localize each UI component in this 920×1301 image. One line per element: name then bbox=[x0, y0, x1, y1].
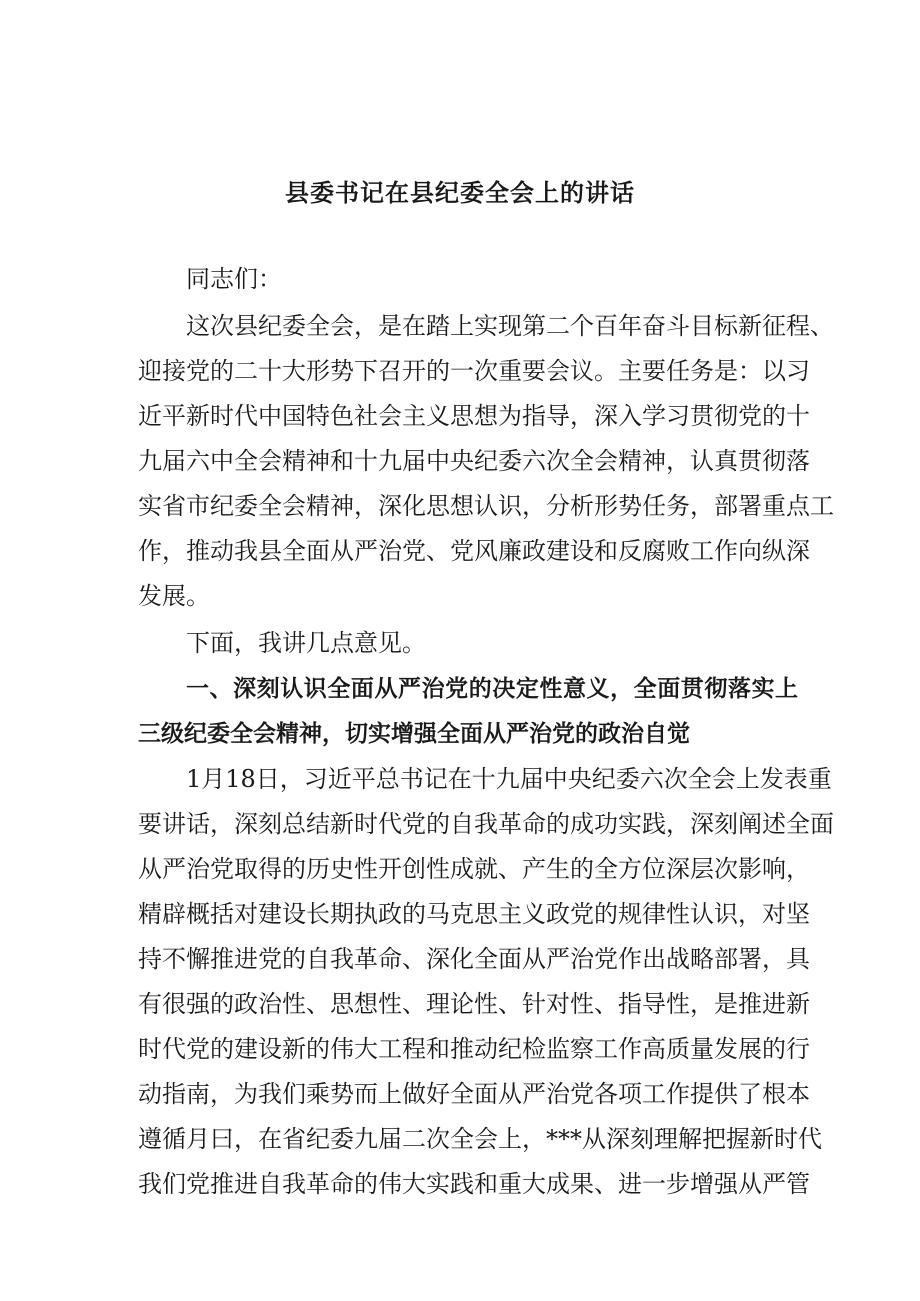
paragraph-line: 发展。 bbox=[138, 582, 210, 610]
paragraph-line: 我们党推进自我革命的伟大实践和重大成果、进一步增强从严管 bbox=[138, 1170, 810, 1198]
section-heading-line: 三级纪委全会精神，切实增强全面从严治党的政治自觉 bbox=[138, 721, 690, 747]
paragraph-line: 近平新时代中国特色社会主义思想为指导，深入学习贯彻党的十 bbox=[138, 402, 810, 430]
paragraph-line: 作，推动我县全面从严治党、党风廉政建设和反腐败工作向纵深 bbox=[138, 537, 810, 565]
document-title: 县委书记在县纪委全会上的讲话 bbox=[285, 179, 635, 207]
paragraph-line: 从严治党取得的历史性开创性成就、产生的全方位深层次影响， bbox=[138, 855, 810, 883]
paragraph-line: 动指南，为我们乘势而上做好全面从严治党各项工作提供了根本 bbox=[138, 1080, 810, 1108]
paragraph-line: 持不懈推进党的自我革命、深化全面从严治党作出战略部署，具 bbox=[138, 945, 810, 973]
paragraph-line: 实省市纪委全会精神，深化思想认识，分析形势任务，部署重点工 bbox=[138, 492, 834, 520]
section-heading-line: 一、深刻认识全面从严治党的决定性意义，全面贯彻落实上 bbox=[186, 676, 798, 702]
paragraph-line: 时代党的建设新的伟大工程和推动纪检监察工作高质量发展的行 bbox=[138, 1035, 810, 1063]
paragraph-line: 九届六中全会精神和十九届中央纪委六次全会精神，认真贯彻落 bbox=[138, 447, 810, 475]
paragraph-line: 遵循月曰，在省纪委九届二次全会上，***从深刻理解把握新时代 bbox=[138, 1125, 822, 1153]
paragraph-line: 这次县纪委全会，是在踏上实现第二个百年奋斗目标新征程、 bbox=[186, 312, 834, 340]
paragraph-line: 迎接党的二十大形势下召开的一次重要会议。主要任务是：以习 bbox=[138, 357, 810, 385]
paragraph-line: 1月18日，习近平总书记在十九届中央纪委六次全会上发表重 bbox=[186, 765, 832, 793]
salutation: 同志们： bbox=[186, 265, 282, 293]
paragraph-line: 精辟概括对建设长期执政的马克思主义政党的规律性认识，对坚 bbox=[138, 900, 810, 928]
paragraph-line: 下面，我讲几点意见。 bbox=[186, 629, 426, 657]
paragraph-line: 要讲话，深刻总结新时代党的自我革命的成功实践，深刻阐述全面 bbox=[138, 810, 834, 838]
paragraph-line: 有很强的政治性、思想性、理论性、针对性、指导性，是推进新 bbox=[138, 990, 810, 1018]
